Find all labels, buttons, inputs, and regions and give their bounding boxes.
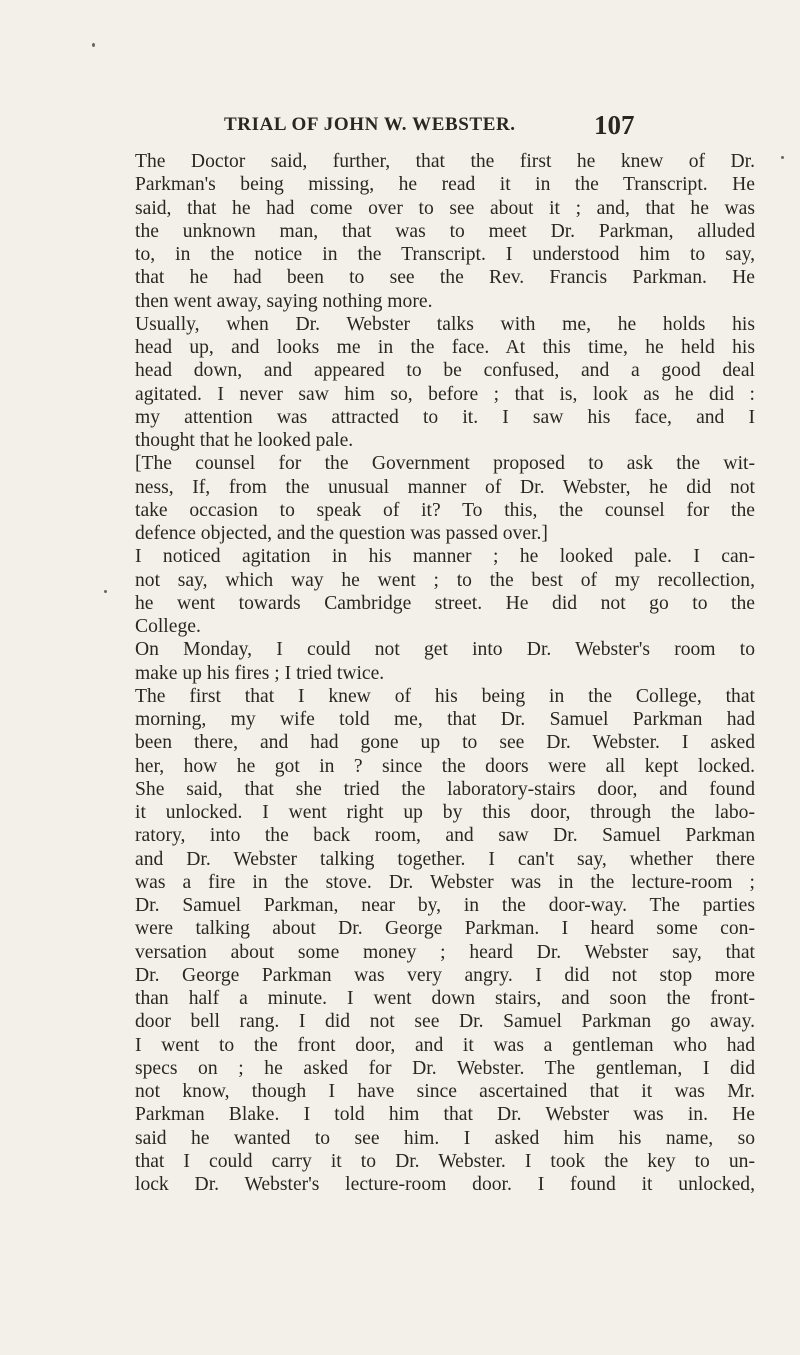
- text-line: defence objected, and the question was passed over.]: [135, 523, 548, 544]
- text-line: The first that I knew of his being in the College, that: [135, 685, 755, 707]
- text-line: Dr. George Parkman was very angry. I did not stop more: [135, 964, 755, 986]
- text-line: that he had been to see the Rev. Francis Parkman. He: [135, 267, 755, 289]
- text-line: versation about some money ; heard Dr. Webster say, that: [135, 941, 755, 963]
- text-line: Dr. Samuel Parkman, near by, in the door-way. The parties: [135, 895, 755, 916]
- text-line: thought that he looked pale.: [135, 430, 354, 451]
- text-line: that I could carry it to Dr. Webster. I took the key to un-: [135, 1150, 755, 1172]
- text-line: the unknown man, that was to meet Dr. Parkman, alluded: [135, 220, 755, 242]
- text-line: Parkman Blake. I told him that Dr. Webster was in. He: [135, 1104, 755, 1126]
- text-line: not know, though I have since ascertained that it was Mr.: [135, 1081, 755, 1102]
- text-line: was a fire in the stove. Dr. Webster was in the lecture-room ;: [135, 871, 755, 893]
- text-line: and Dr. Webster talking together. I can't say, whether there: [135, 848, 755, 870]
- page-number: 107: [594, 110, 635, 140]
- text-line: I went to the front door, and it was a gentleman who had: [135, 1034, 755, 1056]
- text-line: ratory, into the back room, and saw Dr. Samuel Parkman: [135, 825, 755, 847]
- text-line: he went towards Cambridge street. He did not go to the: [135, 592, 755, 614]
- text-line: said, that he had come over to see about it ; and, that he was: [135, 197, 755, 219]
- text-line: College.: [135, 616, 201, 637]
- text-line: take occasion to speak of it? To this, the counsel for the: [135, 499, 755, 521]
- text-line: her, how he got in ? since the doors were all kept locked.: [135, 755, 755, 777]
- text-line: head up, and looks me in the face. At this time, he held his: [135, 337, 755, 358]
- text-line: not say, which way he went ; to the best of my recollection,: [135, 569, 755, 591]
- text-line: door bell rang. I did not see Dr. Samuel Parkman go away.: [135, 1011, 755, 1033]
- text-line: lock Dr. Webster's lecture-room door. I found it unlocked,: [135, 1174, 755, 1195]
- text-line: The Doctor said, further, that the first he knew of Dr.: [135, 151, 755, 172]
- ink-speck: [92, 43, 95, 47]
- text-line: were talking about Dr. George Parkman. I heard some con-: [135, 918, 755, 940]
- text-line: agitated. I never saw him so, before ; that is, look as he did :: [135, 383, 755, 405]
- text-line: I noticed agitation in his manner ; he looked pale. I can-: [135, 546, 755, 568]
- text-line: ness, If, from the unusual manner of Dr. Webster, he did not: [135, 476, 755, 498]
- text-line: been there, and had gone up to see Dr. Webster. I asked: [135, 732, 755, 754]
- text-line: Parkman's being missing, he read it in the Transcript. He: [135, 174, 755, 196]
- text-line: it unlocked. I went right up by this door, through the labo-: [135, 802, 755, 823]
- text-line: than half a minute. I went down stairs, and soon the front-: [135, 988, 755, 1009]
- text-line: On Monday, I could not get into Dr. Webster's room to: [135, 639, 755, 661]
- text-line: She said, that she tried the laboratory-stairs door, and found: [135, 778, 755, 800]
- text-line: then went away, saying nothing more.: [135, 290, 433, 312]
- text-line: head down, and appeared to be confused, and a good deal: [135, 360, 755, 382]
- text-line: morning, my wife told me, that Dr. Samuel Parkman had: [135, 709, 755, 730]
- text-line: specs on ; he asked for Dr. Webster. The gentleman, I did: [135, 1057, 755, 1079]
- text-line: Usually, when Dr. Webster talks with me, he holds his: [135, 313, 755, 335]
- text-line: said he wanted to see him. I asked him his name, so: [135, 1127, 755, 1149]
- text-line: my attention was attracted to it. I saw his face, and I: [135, 406, 755, 428]
- ink-speck: [781, 156, 784, 159]
- body-text: [135, 150, 755, 1196]
- text-line: to, in the notice in the Transcript. I understood him to say,: [135, 244, 755, 265]
- ink-speck: [104, 590, 107, 593]
- running-title: TRIAL OF JOHN W. WEBSTER.: [224, 114, 516, 135]
- text-line: [The counsel for the Government proposed to ask the wit-: [135, 453, 755, 475]
- running-head: [224, 110, 724, 140]
- text-line: make up his fires ; I tried twice.: [135, 662, 385, 684]
